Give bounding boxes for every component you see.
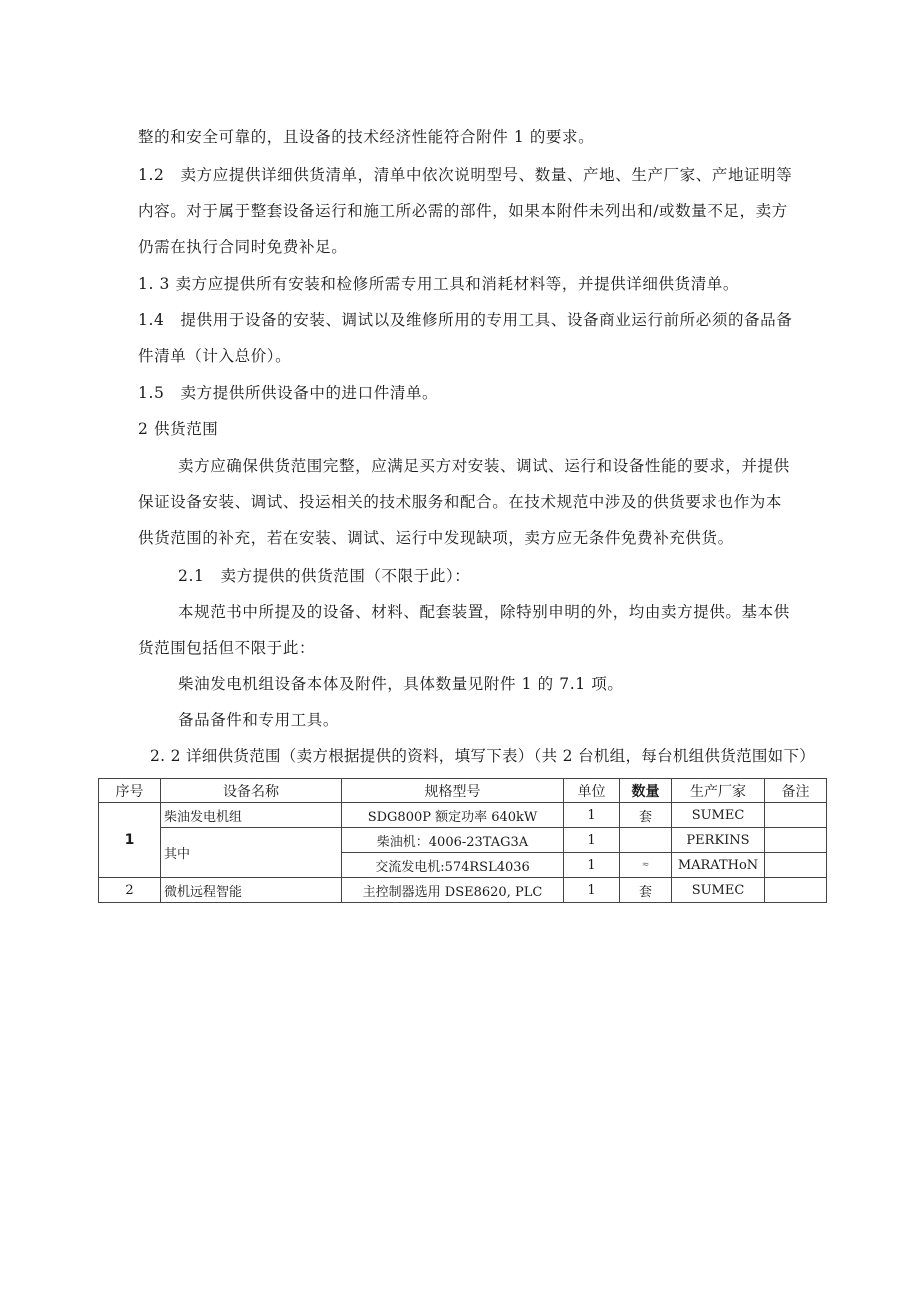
supply-scope-table — [98, 778, 827, 903]
row-name: 其中 — [161, 828, 342, 878]
clause-1-2-line-1: 1.2 卖方应提供详细供货清单，清单中依次说明型号、数量、产地、生产厂家、产地证明等 — [138, 166, 793, 184]
table-row — [99, 878, 827, 903]
row-note — [765, 878, 827, 903]
row-model: 交流发电机:574RSL4036 — [342, 853, 564, 878]
paragraph-continuation: 整的和安全可靠的，且设备的技术经济性能符合附件 1 的要求。 — [138, 128, 595, 146]
row-name: 柴油发电机组 — [161, 803, 342, 828]
row-seq: 2 — [99, 878, 161, 903]
row-unit: 1 — [564, 803, 620, 828]
row-unit: 1 — [564, 828, 620, 853]
section-2-line-1: 卖方应确保供货范围完整，应满足买方对安装、调试、运行和设备性能的要求，并提供 — [178, 457, 790, 475]
section-2-2-title: 2. 2 详细供货范围（卖方根据提供的资料，填写下表）（共 2 台机组，每台机组供货范围如下） — [150, 747, 816, 765]
row-qty: 套 — [620, 803, 672, 828]
row-note — [765, 853, 827, 878]
row-model: 主控制器选用 DSE8620, PLC — [342, 878, 564, 903]
clause-1-4-line-1: 1.4 提供用于设备的安装、调试以及维修所用的专用工具、设备商业运行前所必须的备品备 — [138, 311, 793, 329]
clause-1-4-line-2: 件清单（计入总价）。 — [138, 347, 292, 365]
scope-item-2: 备品备件和专用工具。 — [178, 711, 340, 729]
header-note: 备注 — [765, 779, 827, 803]
header-model: 规格型号 — [342, 779, 564, 803]
row-qty — [620, 828, 672, 853]
scope-item-1: 柴油发电机组设备本体及附件，具体数量见附件 1 的 7.1 项。 — [178, 675, 624, 693]
section-2-1-line-1: 本规范书中所提及的设备、材料、配套装置，除特别申明的外，均由卖方提供。基本供 — [178, 603, 790, 621]
row-seq: 1 — [99, 803, 161, 878]
section-2-1-line-2: 货范围包括但不限于此： — [138, 639, 316, 657]
section-2-1-title: 2.1 卖方提供的供货范围（不限于此）： — [178, 567, 471, 585]
section-2-line-3: 供货范围的补充，若在安装、调试、运行中发现缺项，卖方应无条件免费补充供货。 — [138, 529, 734, 547]
clause-1-2-line-3: 仍需在执行合同时免费补足。 — [138, 238, 348, 256]
header-maker: 生产厂家 — [672, 779, 765, 803]
header-name: 设备名称 — [161, 779, 342, 803]
row-maker: MARATHoN — [672, 853, 765, 878]
row-maker: SUMEC — [672, 878, 765, 903]
section-2-title: 2 供货范围 — [138, 420, 219, 438]
section-2-line-2: 保证设备安装、调试、投运相关的技术服务和配合。在技术规范中涉及的供货要求也作为本 — [138, 493, 783, 511]
table-row — [99, 803, 827, 828]
row-unit: 1 — [564, 878, 620, 903]
header-unit: 单位 — [564, 779, 620, 803]
row-note — [765, 803, 827, 828]
row-qty: ≈ — [620, 853, 672, 878]
row-unit: 1 — [564, 853, 620, 878]
clause-1-3: 1. 3 卖方应提供所有安装和检修所需专用工具和消耗材料等，并提供详细供货清单。 — [138, 275, 740, 293]
clause-1-2-line-2: 内容。对于属于整套设备运行和施工所必需的部件，如果本附件未列出和/或数量不足，卖方 — [138, 202, 788, 220]
row-note — [765, 828, 827, 853]
clause-1-5: 1.5 卖方提供所供设备中的进口件清单。 — [138, 384, 439, 402]
row-maker: PERKINS — [672, 828, 765, 853]
row-model: SDG800P 额定功率 640kW — [342, 803, 564, 828]
row-qty: 套 — [620, 878, 672, 903]
table-row — [99, 828, 827, 853]
row-name: 微机远程智能 — [161, 878, 342, 903]
header-seq: 序号 — [99, 779, 161, 803]
table-header-row — [99, 779, 827, 803]
header-qty: 数量 — [620, 779, 672, 803]
row-maker: SUMEC — [672, 803, 765, 828]
row-model: 柴油机：4006-23TAG3A — [342, 828, 564, 853]
